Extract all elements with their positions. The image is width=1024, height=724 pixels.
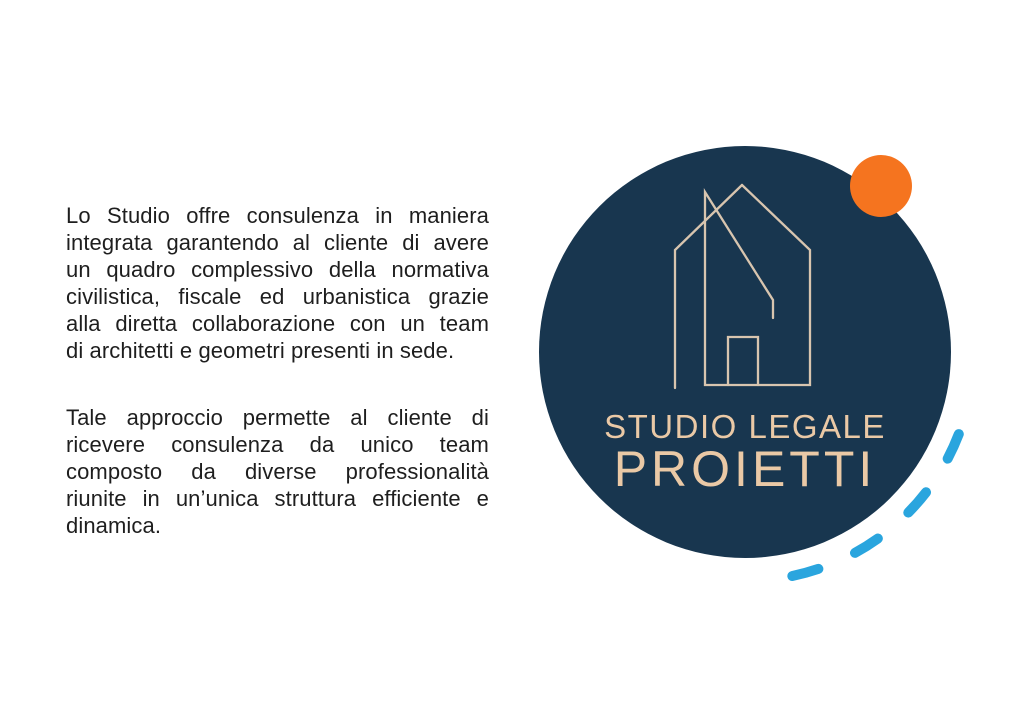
intro-line: Lo Studio offre consulenza in maniera xyxy=(66,203,489,228)
intro-line: un quadro complessivo della normativa xyxy=(66,257,489,282)
intro-line: Tale approccio permette al cliente di xyxy=(66,405,489,430)
intro-line: dinamica. xyxy=(66,513,162,538)
intro-line: ricevere consulenza da unico team xyxy=(66,432,489,457)
studio-legale-text: STUDIO LEGALE xyxy=(604,408,886,445)
intro-text-block xyxy=(66,202,489,539)
paragraph-consulenza xyxy=(66,202,489,364)
intro-line: civilistica, fiscale ed urbanistica grazie xyxy=(66,284,489,309)
studio-legale-proietti-logo xyxy=(520,120,990,600)
paragraph-approccio xyxy=(66,404,489,539)
intro-line: di architetti e geometri presenti in sede. xyxy=(66,338,455,363)
intro-line: composto da diverse professionalità xyxy=(66,459,489,484)
intro-line: alla diretta collaborazione con un team xyxy=(66,311,489,336)
intro-line: integrata garantendo al cliente di avere xyxy=(66,230,489,255)
proietti-text: PROIETTI xyxy=(613,441,877,497)
orange-dot xyxy=(850,155,912,217)
intro-line: riunite in un’unica struttura efficiente e xyxy=(66,486,489,511)
